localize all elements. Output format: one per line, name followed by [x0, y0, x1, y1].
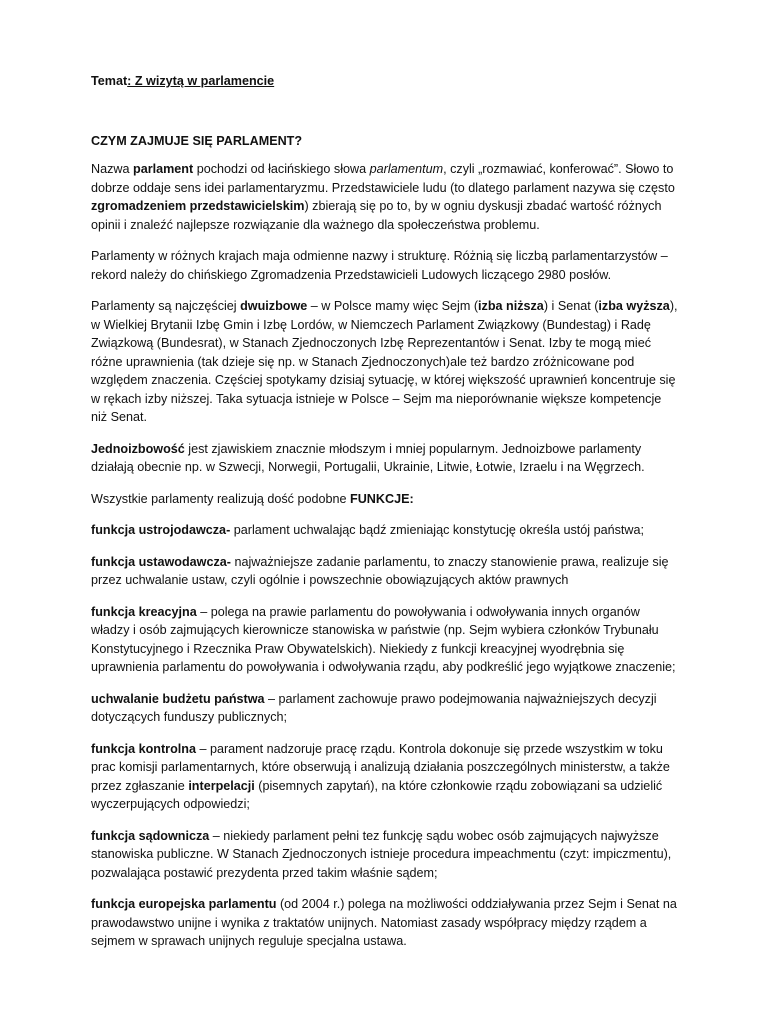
function-judicial: funkcja sądownicza – niekiedy parlament pełni tez funkcję sądu wobec osób zajmujących najwyższe stanowiska publiczne. W Stanach Zjednoczonych istnieje procedura impeachmentu (czyt: impiczmentu), pozwalająca postawić prezydenta przed takim właśnie sądem;: [91, 828, 672, 880]
paragraph-unicameral: Jednoizbowość jest zjawiskiem znacznie młodszym i mniej popularnym. Jednoizbowe parlamenty działają obecnie np. w Szwecji, Norwegii, Portugalii, Ukrainie, Litwie, Łotwie, Izraelu i na Węgrzech.: [91, 441, 645, 474]
function-creative: funkcja kreacyjna – polega na prawie parlamentu do powoływania i odwoływania innych organów władzy i osób zajmujących kierownicze stanowiska w państwie (np. Sejm wybiera członków Trybunału Konstytucyjnego i Rzecznika Praw Obywatelskich). Niekiedy z funkcji kreacyjnej wyodrębnia się uprawnienia parlamentu do powoływania i odwoływania rządu, aby podkreślić jego wyjątkowe znaczenie;: [91, 604, 676, 674]
title-prefix: Temat: [91, 74, 128, 88]
function-control: funkcja kontrolna – parament nadzoruje pracę rządu. Kontrola dokonuje się przede wszystkim w toku prac komisji parlamentarnych, które obserwują i analizują działania poszczególnych ministerstw, a także przez zgłaszanie interpelacji (pisemnych zapytań), na które członkowie rządu zobowiązani sa udzielić wyczerpujących odpowiedzi;: [91, 741, 670, 811]
function-european: funkcja europejska parlamentu (od 2004 r.) polega na możliwości oddziaływania przez Sejm i Senat na prawodawstwo unijne i wynika z traktatów unijnych. Natomiast zasady współpracy między rządem a sejmem w sprawach unijnych reguluje specjalna ustawa.: [91, 897, 677, 948]
function-constitutional: funkcja ustrojodawcza- parlament uchwalając bądź zmieniając konstytucję określa ustój państwa;: [91, 523, 644, 537]
function-legislative: funkcja ustawodawcza- najważniejsze zadanie parlamentu, to znaczy stanowienie prawa, realizuje się przez uchwalanie ustaw, czyli ogólnie i powszechnie obowiązujących aktów prawnych: [91, 554, 669, 587]
function-budget: uchwalanie budżetu państwa – parlament zachowuje prawo podejmowania najważniejszych decyzji dotyczących funduszy publicznych;: [91, 691, 657, 724]
paragraph-parliament-structures: Parlamenty w różnych krajach maja odmienne nazwy i strukturę. Różnią się liczbą parlamentarzystów – rekord należy do chińskiego Zgromadzenia Przedstawicieli Ludowych liczącego 2980 posłów.: [91, 249, 668, 282]
paragraph-parliament-name: Nazwa parlament pochodzi od łacińskiego słowa parlamentum, czyli „rozmawiać, konferować”. Słowo to dobrze oddaje sens idei parlamentaryzmu. Przedstawiciele ludu (to dlatego parlament nazywa się często zgromadzeniem przedstawicielskim) zbierają się po to, by w ogniu dyskusji zbadać wartość różnych opinii i znaleźć najlepsze rozwiązanie dla ważnego dla społeczeństwa problemu.: [91, 162, 675, 232]
paragraph-functions-intro: Wszystkie parlamenty realizują dość podobne FUNKCJE:: [91, 491, 414, 506]
title-topic: : Z wizytą w parlamencie: [127, 74, 275, 88]
section-heading: CZYM ZAJMUJE SIĘ PARLAMENT?: [91, 133, 303, 148]
document-title: [91, 72, 678, 91]
paragraph-bicameral: Parlamenty są najczęściej dwuizbowe – w Polsce mamy więc Sejm (izba niższa) i Senat (izba wyższa), w Wielkiej Brytanii Izbę Gmin i Izbę Lordów, w Niemczech Parlament Związkowy (Bundestag) i Radę Związkową (Bundesrat), w Stanach Zjednoczonych Izbę Reprezentantów i Senat. Izby te mogą mieć różne uprawnienia (tak dzieje się np. w Stanach Zjednoczonych)ale też bardzo zróżnicowane pod względem znaczenia. Częściej spotykamy dzisiaj sytuację, w której większość uprawnień koncentruje się w rękach izby niższej. Taka sytuacja istnieje w Polsce – Sejm ma nieporównanie większe kompetencje niż Senat.: [91, 299, 678, 424]
